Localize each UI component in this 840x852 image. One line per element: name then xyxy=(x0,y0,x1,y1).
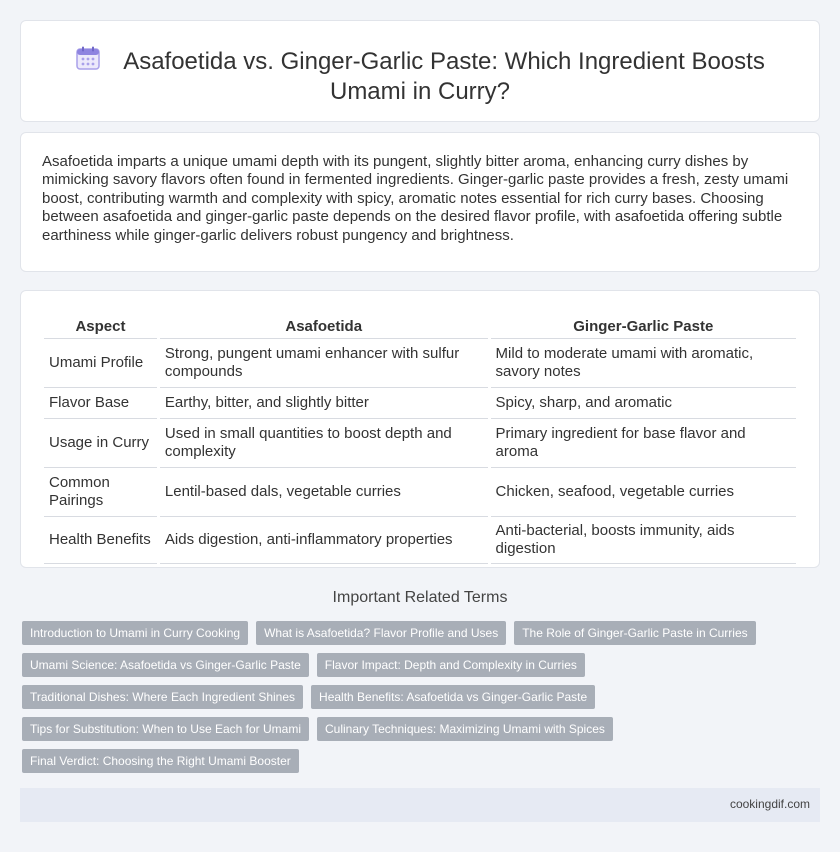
table-row xyxy=(44,419,796,468)
calendar-icon xyxy=(75,45,101,71)
related-term-tag[interactable]: The Role of Ginger-Garlic Paste in Curries xyxy=(514,621,755,645)
comparison-table xyxy=(41,311,799,564)
table-cell-asafoetida: Strong, pungent umami enhancer with sulfur compounds xyxy=(160,339,488,388)
table-cell-asafoetida: Aids digestion, anti-inflammatory properties xyxy=(160,517,488,564)
table-cell-asafoetida: Lentil-based dals, vegetable curries xyxy=(160,468,488,517)
related-term-tag[interactable]: What is Asafoetida? Flavor Profile and Uses xyxy=(256,621,506,645)
table-row xyxy=(44,468,796,517)
table-row xyxy=(44,388,796,419)
table-cell-asafoetida: Earthy, bitter, and slightly bitter xyxy=(160,388,488,419)
related-term-tag[interactable]: Health Benefits: Asafoetida vs Ginger-Garlic Paste xyxy=(311,685,595,709)
footer-site-link[interactable]: cookingdif.com xyxy=(729,797,810,811)
header-card xyxy=(20,20,820,122)
related-term-tag[interactable]: Introduction to Umami in Curry Cooking xyxy=(22,621,248,645)
table-cell-aspect: Flavor Base xyxy=(44,388,157,419)
header-asafoetida: Asafoetida xyxy=(160,311,488,339)
table-row xyxy=(44,339,796,388)
related-terms-heading: Important Related Terms xyxy=(332,589,508,606)
table-cell-aspect: Usage in Curry xyxy=(44,419,157,468)
related-terms-list xyxy=(22,621,782,781)
header-aspect: Aspect xyxy=(44,311,157,339)
summary-card xyxy=(20,132,820,272)
related-term-tag[interactable]: Culinary Techniques: Maximizing Umami with Spices xyxy=(317,717,613,741)
table-header-row xyxy=(44,311,796,339)
related-term-tag[interactable]: Final Verdict: Choosing the Right Umami Booster xyxy=(22,749,299,773)
table-cell-ginger-garlic: Spicy, sharp, and aromatic xyxy=(491,388,796,419)
table-cell-ginger-garlic: Primary ingredient for base flavor and aroma xyxy=(491,419,796,468)
related-term-tag[interactable]: Traditional Dishes: Where Each Ingredient Shines xyxy=(22,685,303,709)
related-term-tag[interactable]: Tips for Substitution: When to Use Each for Umami xyxy=(22,717,309,741)
header-ginger-garlic: Ginger-Garlic Paste xyxy=(491,311,796,339)
table-row xyxy=(44,517,796,564)
table-cell-ginger-garlic: Chicken, seafood, vegetable curries xyxy=(491,468,796,517)
page-title: Asafoetida vs. Ginger-Garlic Paste: Which Ingredient Boosts Umami in Curry? xyxy=(123,48,765,105)
table-cell-aspect: Umami Profile xyxy=(44,339,157,388)
summary-text: Asafoetida imparts a unique umami depth with its pungent, slightly bitter aroma, enhancing curry dishes by mimicking savory flavors often found in fermented ingredients. Ginger-garlic paste provides a fresh, zesty umami boost, contributing warmth and complexity with spicy, aromatic notes essential for rich curry bases. Choosing between asafoetida and ginger-garlic paste depends on the desired flavor profile, with asafoetida offering subtle earthiness while ginger-garlic delivers robust pungency and brightness. xyxy=(42,153,789,244)
comparison-table-card xyxy=(20,290,820,568)
table-cell-aspect: Health Benefits xyxy=(44,517,157,564)
footer xyxy=(20,788,820,822)
related-term-tag[interactable]: Flavor Impact: Depth and Complexity in Curries xyxy=(317,653,585,677)
related-term-tag[interactable]: Umami Science: Asafoetida vs Ginger-Garlic Paste xyxy=(22,653,309,677)
table-cell-ginger-garlic: Mild to moderate umami with aromatic, savory notes xyxy=(491,339,796,388)
page-title-wrap xyxy=(21,45,819,107)
table-cell-aspect: Common Pairings xyxy=(44,468,157,517)
table-cell-ginger-garlic: Anti-bacterial, boosts immunity, aids digestion xyxy=(491,517,796,564)
table-cell-asafoetida: Used in small quantities to boost depth and complexity xyxy=(160,419,488,468)
